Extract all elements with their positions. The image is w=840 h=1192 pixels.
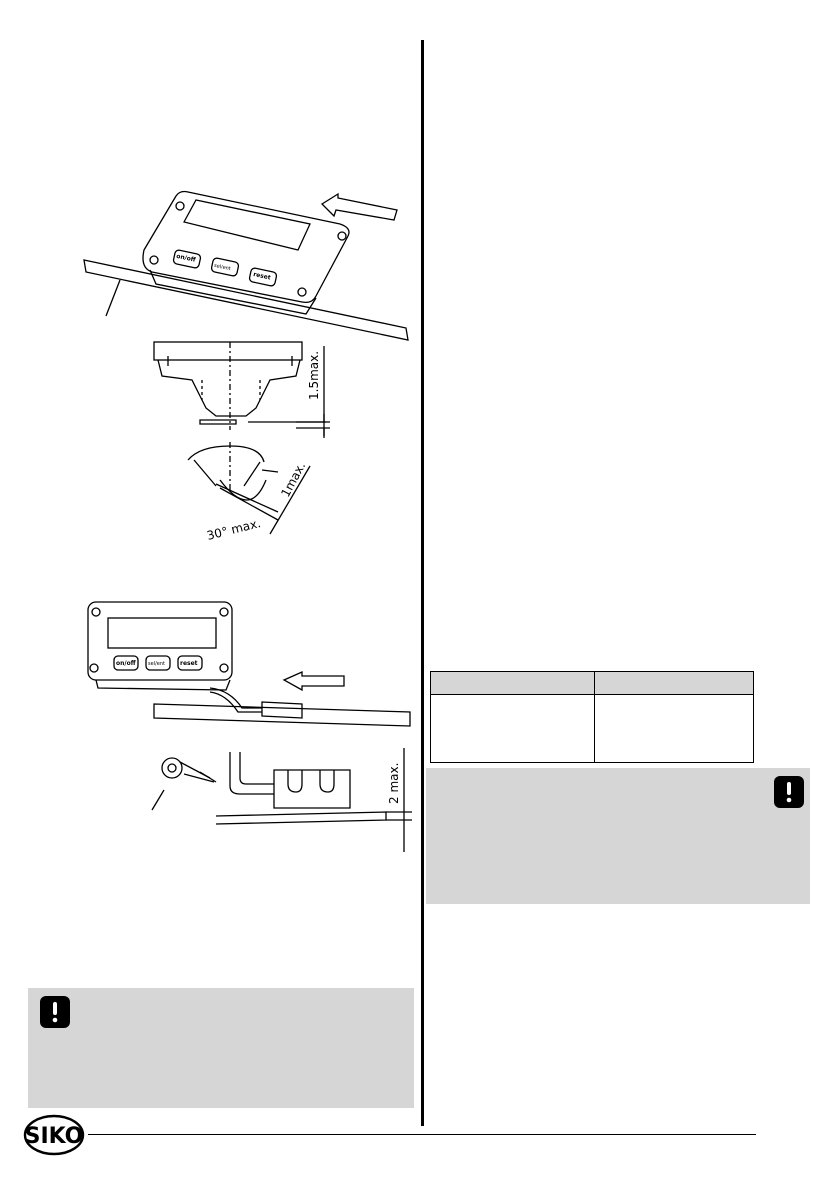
dimension-label-1-5max: 1.5max. <box>307 350 321 400</box>
button-label-selent-2: sel/ent <box>148 661 165 667</box>
button-label-reset-2: reset <box>180 660 198 667</box>
button-label-onoff: on/off <box>175 252 197 264</box>
siko-logo <box>22 1113 86 1157</box>
warning-box-right <box>426 768 810 904</box>
warning-box-left <box>28 988 414 1108</box>
device-buttons-2 <box>114 656 202 670</box>
direction-arrow-2 <box>284 672 344 690</box>
svg-text:SIKO: SIKO <box>24 1124 84 1149</box>
figure-mounting-strip <box>70 180 420 550</box>
table-header-cell <box>431 672 443 680</box>
button-label-reset: reset <box>252 271 272 282</box>
button-label-selent: sel/ent <box>213 262 232 273</box>
angle-label-30max: 30° max. <box>205 516 263 543</box>
direction-arrow <box>322 194 397 220</box>
table-header-cell <box>595 672 607 680</box>
button-label-onoff-2: on/off <box>116 660 136 667</box>
figure-grounding <box>80 598 420 868</box>
exclamation-icon <box>40 996 70 1028</box>
footer-rule <box>88 1134 756 1135</box>
dimension-label-1max: 1max. <box>278 459 309 500</box>
column-divider <box>421 40 424 1126</box>
table-column-separator <box>594 672 595 762</box>
exclamation-icon <box>774 776 804 808</box>
device-buttons <box>173 249 277 286</box>
table-cell <box>595 696 607 704</box>
spec-table <box>430 671 754 763</box>
dimension-label-2max: 2 max. <box>387 762 401 804</box>
table-cell <box>431 696 443 704</box>
table-header <box>431 672 753 695</box>
